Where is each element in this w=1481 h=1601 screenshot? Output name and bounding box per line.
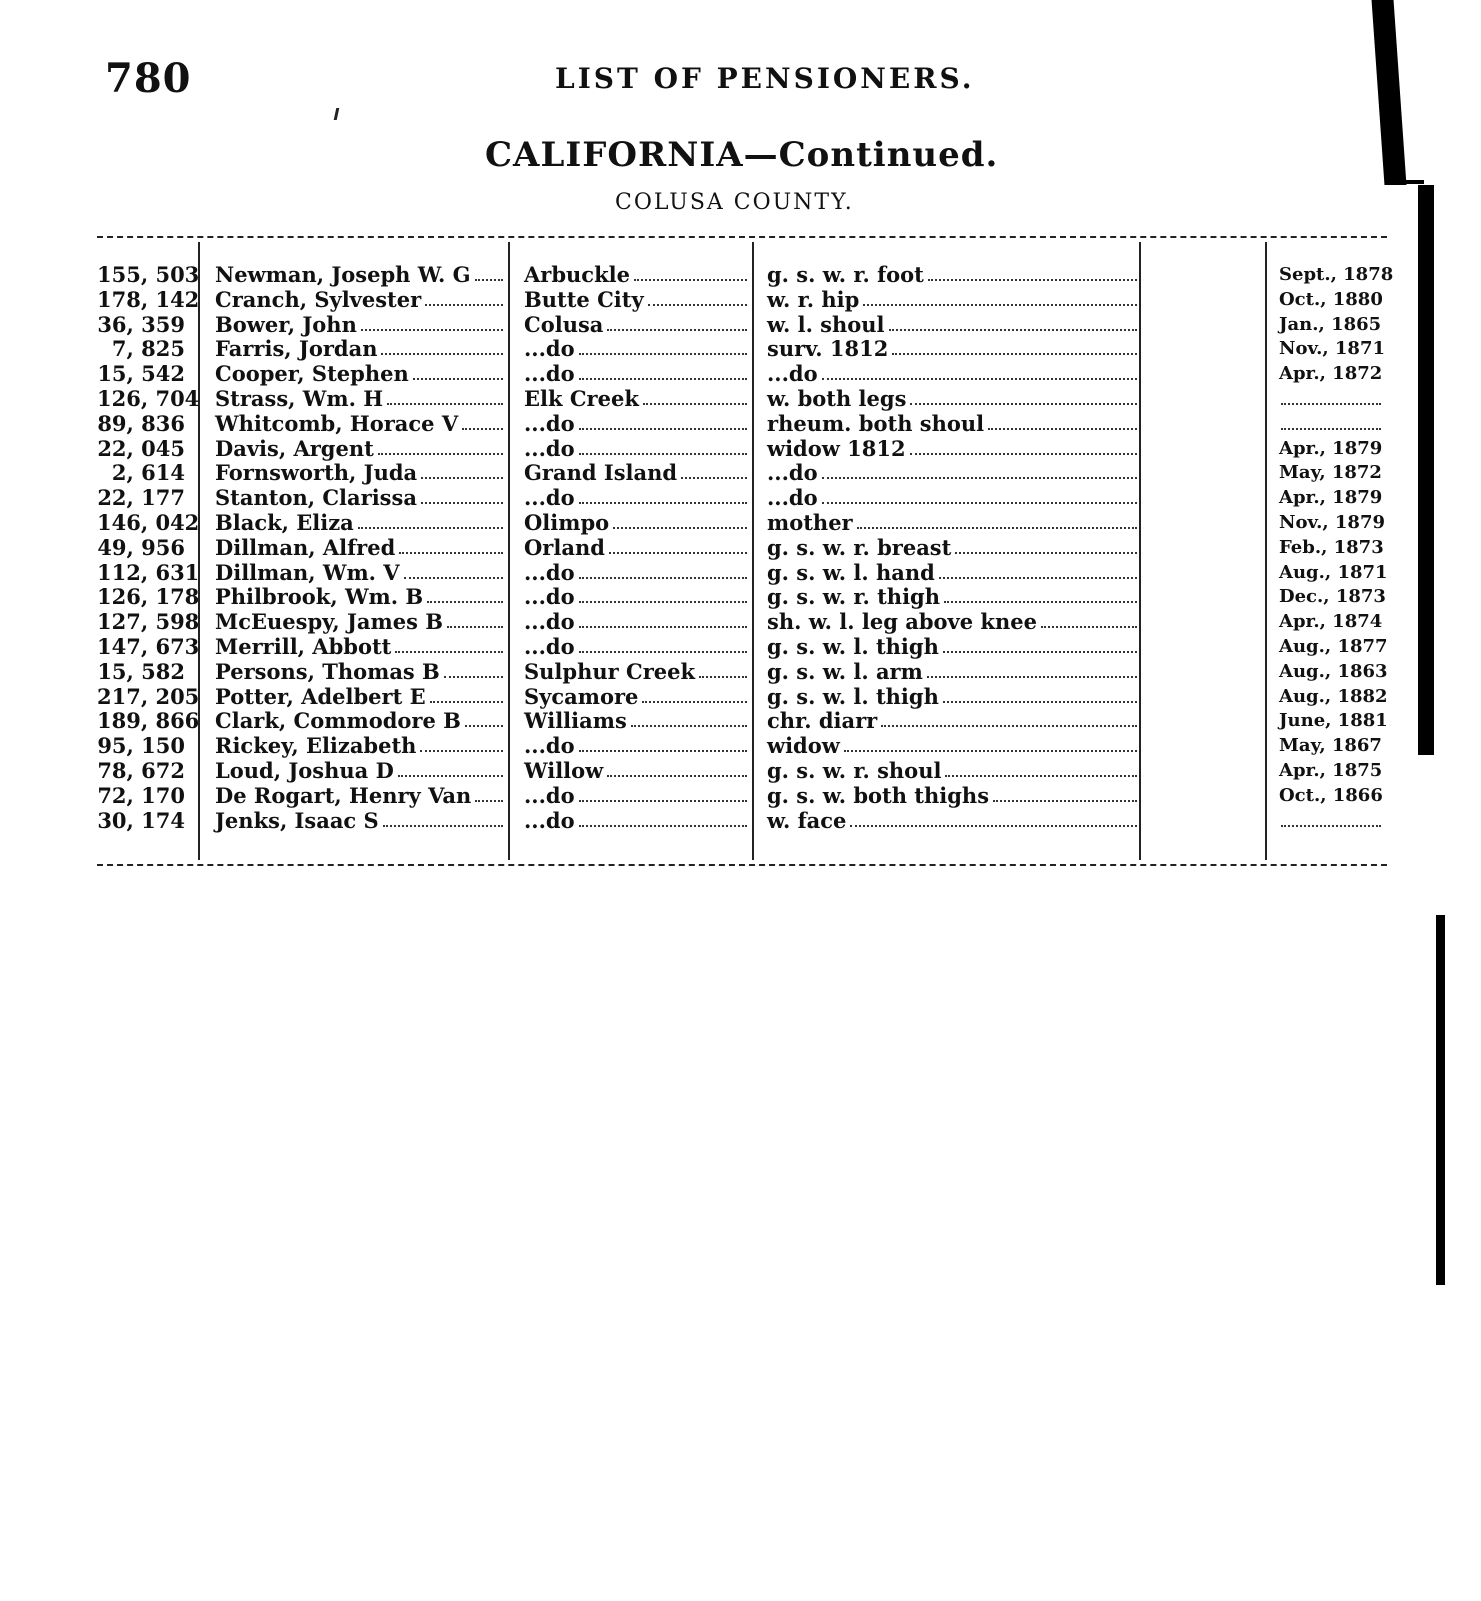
certificate-number: 178, 142 (97, 286, 200, 312)
dot-leader (607, 758, 747, 777)
original-allowance-date: May, 1872 (1279, 462, 1382, 484)
dot-leader (475, 262, 503, 281)
dot-leader (927, 659, 1137, 678)
original-allowance-date: Apr., 1872 (1279, 363, 1383, 385)
post-office (524, 312, 749, 337)
original-allowance-date: Feb., 1873 (1279, 536, 1384, 558)
post-office-text: Sycamore (524, 683, 639, 709)
certificate-number: 78, 672 (97, 758, 185, 783)
pension-cause (767, 634, 1139, 659)
pension-cause-text: w. face (767, 807, 847, 833)
scan-edge-shadow (1418, 185, 1434, 755)
state-heading: CALIFORNIA—Continued. (485, 135, 999, 175)
original-allowance-date: Jan., 1865 (1279, 313, 1382, 335)
pensioner-name (215, 510, 505, 535)
dot-leader (850, 808, 1137, 827)
post-office (524, 262, 749, 287)
dot-leader (421, 460, 503, 479)
dot-leader (634, 262, 747, 281)
dot-leader (579, 361, 747, 380)
table-row (97, 733, 1387, 758)
running-title: LIST OF PENSIONERS. (555, 62, 975, 95)
dot-leader (383, 808, 503, 827)
dot-leader (1041, 609, 1137, 628)
post-office (524, 287, 749, 312)
pension-cause-text: g. s. w. l. arm (767, 658, 923, 684)
post-office (524, 411, 749, 436)
table-row (97, 510, 1387, 535)
pension-cause-text: w. r. hip (767, 286, 860, 312)
pension-cause-text: g. s. w. r. shoul (767, 758, 942, 783)
pension-cause-text: g. s. w. both thighs (767, 782, 990, 808)
dot-leader (427, 584, 503, 603)
certificate-number: 127, 598 (97, 609, 200, 635)
pensioner-name (215, 485, 505, 510)
dot-leader (579, 584, 747, 603)
pension-cause-text: mother (767, 510, 853, 535)
table-row (97, 262, 1394, 287)
certificate-number: 7, 825 (111, 336, 185, 362)
original-allowance-date: Apr., 1875 (1279, 760, 1383, 781)
pensioner-name-text: Cranch, Sylvester (215, 286, 422, 312)
post-office-text: ...do (524, 336, 575, 362)
dot-leader (361, 312, 503, 331)
pensioner-name-text: McEuespy, James B (215, 609, 443, 635)
table-top-rule (97, 236, 1387, 238)
certificate-number: 155, 503 (97, 262, 200, 287)
page-number: 780 (105, 55, 192, 102)
pensioner-name (215, 808, 505, 833)
post-office-text: ...do (524, 559, 575, 585)
certificate-number: 15, 582 (97, 658, 185, 684)
pension-cause (767, 535, 1139, 560)
table-row (97, 460, 1387, 485)
pensioner-name-text: Rickey, Elizabeth (215, 733, 417, 759)
pensioner-name-text: Dillman, Wm. V (215, 559, 400, 585)
dot-leader (910, 436, 1137, 455)
post-office-text: ...do (524, 782, 575, 808)
post-office (524, 609, 749, 634)
certificate-number: 22, 045 (97, 435, 185, 461)
original-allowance-date: Aug., 1871 (1279, 561, 1388, 583)
certificate-number: 72, 170 (97, 782, 185, 808)
pensioner-name (215, 535, 505, 560)
pension-cause (767, 609, 1139, 634)
post-office (524, 460, 749, 485)
post-office (524, 535, 749, 560)
pension-cause (767, 262, 1139, 287)
dot-leader (643, 386, 747, 405)
table-row (97, 560, 1387, 585)
table-row (97, 312, 1387, 337)
original-allowance-date: Nov., 1879 (1279, 512, 1386, 533)
dot-leader (421, 485, 503, 504)
dot-leader (462, 411, 503, 430)
certificate-number: 49, 956 (97, 534, 185, 560)
dot-leader (579, 733, 747, 752)
scan-edge-shadow (1372, 0, 1407, 185)
pensioner-name-text: Davis, Argent (215, 435, 374, 461)
pension-cause (767, 485, 1139, 510)
table-row (97, 584, 1387, 609)
original-allowance-date: Aug., 1882 (1279, 685, 1388, 707)
pension-cause-text: ...do (767, 460, 818, 486)
post-office (524, 436, 749, 461)
scan-edge-shadow (1436, 915, 1445, 1285)
pension-cause-text: g. s. w. r. breast (767, 534, 952, 560)
dot-leader (395, 634, 503, 653)
pension-cause (767, 312, 1139, 337)
pension-cause (767, 783, 1139, 808)
post-office-text: ...do (524, 807, 575, 833)
table-row (97, 436, 1387, 461)
post-office (524, 659, 749, 684)
pensioner-name (215, 733, 505, 758)
certificate-number: 15, 542 (97, 361, 185, 387)
dot-leader (579, 436, 747, 455)
pensioner-name (215, 336, 505, 361)
pension-cause-text: widow 1812 (767, 435, 906, 461)
post-office (524, 336, 749, 361)
pensioner-name (215, 262, 505, 287)
pension-cause-text: chr. diarr (767, 708, 878, 734)
pension-cause (767, 361, 1139, 386)
pension-cause (767, 460, 1139, 485)
post-office (524, 733, 749, 758)
table-row (97, 485, 1387, 510)
dot-leader (699, 659, 747, 678)
certificate-number: 126, 704 (97, 386, 200, 411)
table-row (97, 609, 1387, 634)
dot-leader (381, 336, 503, 355)
dot-leader (579, 560, 747, 579)
pensioner-name-text: Bower, John (215, 311, 357, 337)
post-office-text: ...do (524, 361, 575, 387)
table-row (97, 758, 1387, 783)
pensioner-name-text: Farris, Jordan (215, 336, 378, 362)
dot-leader (420, 733, 503, 752)
pension-cause (767, 659, 1139, 684)
certificate-number: 146, 042 (97, 510, 200, 535)
post-office (524, 560, 749, 585)
certificate-number: 95, 150 (97, 733, 185, 759)
pensioner-name-text: De Rogart, Henry Van (215, 782, 472, 808)
post-office-text: Butte City (524, 286, 644, 312)
dot-leader (863, 287, 1137, 306)
dot-leader (398, 758, 503, 777)
post-office (524, 361, 749, 386)
post-office-text: ...do (524, 410, 575, 436)
dot-leader (631, 708, 747, 727)
pensioner-name-text: Fornsworth, Juda (215, 460, 418, 486)
pension-cause (767, 386, 1139, 411)
original-allowance-date: Apr., 1879 (1279, 487, 1383, 509)
pension-cause (767, 336, 1139, 361)
original-allowance-date: Sept., 1878 (1279, 264, 1394, 285)
pension-cause (767, 808, 1139, 833)
table-row (97, 411, 1387, 436)
certificate-number: 112, 631 (97, 559, 200, 585)
original-allowance-date: Aug., 1863 (1279, 660, 1388, 682)
post-office-text: Arbuckle (524, 262, 630, 287)
post-office (524, 584, 749, 609)
pensioner-name (215, 783, 505, 808)
pensioner-name-text: Strass, Wm. H (215, 386, 384, 411)
dot-leader (822, 485, 1137, 504)
dot-leader (387, 386, 503, 405)
original-allowance-date: Oct., 1866 (1279, 784, 1383, 806)
dot-leader (430, 684, 503, 703)
certificate-number: 36, 359 (97, 311, 185, 337)
original-allowance-date: Aug., 1877 (1279, 636, 1388, 657)
post-office-text: ...do (524, 634, 575, 659)
pension-cause-text: surv. 1812 (767, 336, 889, 362)
pensioner-name-text: Stanton, Clarissa (215, 485, 417, 511)
pensioner-name (215, 436, 505, 461)
pensioner-name-text: Cooper, Stephen (215, 361, 409, 387)
table-bottom-rule (97, 864, 1387, 866)
pension-cause (767, 758, 1139, 783)
table-row (97, 708, 1387, 733)
pensioner-name (215, 312, 505, 337)
post-office-text: Willow (524, 758, 604, 783)
dot-leader (609, 535, 747, 554)
dot-leader (579, 485, 747, 504)
pension-cause-text: ...do (767, 361, 818, 387)
dot-leader (988, 411, 1137, 430)
pension-cause (767, 287, 1139, 312)
dot-leader (955, 535, 1137, 554)
original-allowance-date: May, 1867 (1279, 735, 1382, 757)
dot-leader (425, 287, 503, 306)
pensioner-name-text: Loud, Joshua D (215, 758, 394, 783)
post-office-text: Olimpo (524, 510, 610, 535)
post-office-text: ...do (524, 584, 575, 610)
post-office (524, 634, 749, 659)
dot-leader (579, 808, 747, 827)
pension-cause (767, 560, 1139, 585)
original-allowance-date: Apr., 1874 (1279, 611, 1383, 633)
pensioner-name-text: Dillman, Alfred (215, 534, 396, 560)
original-allowance-date: Dec., 1873 (1279, 586, 1386, 608)
table-row (97, 659, 1387, 684)
pension-cause (767, 708, 1139, 733)
original-allowance-date (1281, 386, 1381, 405)
pensioner-name-text: Black, Eliza (215, 510, 354, 535)
dot-leader (943, 634, 1137, 653)
certificate-number: 147, 673 (97, 634, 200, 659)
table-row (97, 783, 1387, 808)
pensioner-name (215, 634, 505, 659)
certificate-number: 89, 836 (97, 410, 185, 436)
pensioner-name-text: Newman, Joseph W. G (215, 262, 471, 287)
pensioner-name (215, 460, 505, 485)
post-office-text: ...do (524, 435, 575, 461)
post-office-text: Grand Island (524, 460, 678, 486)
certificate-number: 22, 177 (97, 485, 185, 511)
original-allowance-date (1281, 808, 1381, 827)
pension-cause (767, 733, 1139, 758)
table-row (97, 808, 1387, 833)
pension-cause-text: g. s. w. l. hand (767, 559, 935, 585)
dot-leader (413, 361, 503, 380)
table-row (97, 386, 1387, 411)
post-office (524, 808, 749, 833)
certificate-number: 217, 205 (97, 683, 200, 709)
table-row (97, 684, 1387, 709)
pensioner-name-text: Potter, Adelbert E (215, 683, 426, 709)
post-office (524, 386, 749, 411)
dot-leader (943, 684, 1137, 703)
pensioner-name (215, 584, 505, 609)
post-office-text: ...do (524, 733, 575, 759)
dot-leader (681, 460, 747, 479)
dot-leader (993, 783, 1137, 802)
pensioner-name (215, 708, 505, 733)
pensioner-name (215, 659, 505, 684)
pensioner-name (215, 287, 505, 312)
table-row (97, 634, 1387, 659)
dot-leader (928, 262, 1137, 281)
dot-leader (889, 312, 1137, 331)
post-office-text: ...do (524, 609, 575, 635)
post-office (524, 758, 749, 783)
dot-leader (892, 336, 1137, 355)
dot-leader (944, 584, 1137, 603)
dot-leader (822, 460, 1137, 479)
dot-leader (857, 510, 1137, 529)
pensioner-name (215, 411, 505, 436)
dot-leader (447, 609, 503, 628)
pension-cause (767, 584, 1139, 609)
dot-leader (822, 361, 1137, 380)
dot-leader (844, 733, 1137, 752)
post-office-text: Colusa (524, 311, 604, 337)
post-office (524, 684, 749, 709)
pensioner-name (215, 560, 505, 585)
pensioner-name (215, 361, 505, 386)
pension-cause-text: sh. w. l. leg above knee (767, 609, 1037, 635)
certificate-number: 189, 866 (97, 708, 200, 734)
pensioner-name (215, 758, 505, 783)
dot-leader (465, 708, 503, 727)
dot-leader (939, 560, 1137, 579)
dot-leader (613, 510, 747, 529)
pensioner-name-text: Whitcomb, Horace V (215, 410, 459, 436)
dot-leader (881, 708, 1137, 727)
pensioner-name-text: Clark, Commodore B (215, 708, 461, 734)
pension-cause-text: w. l. shoul (767, 311, 885, 337)
dot-leader (945, 758, 1137, 777)
post-office-text: Elk Creek (524, 386, 639, 411)
post-office (524, 510, 749, 535)
county-heading: COLUSA COUNTY. (615, 190, 854, 215)
pension-cause-text: g. s. w. r. thigh (767, 584, 940, 610)
pensioner-name-text: Jenks, Isaac S (215, 807, 379, 833)
pension-cause (767, 436, 1139, 461)
post-office-text: ...do (524, 485, 575, 511)
post-office (524, 485, 749, 510)
dot-leader (579, 411, 747, 430)
dot-leader (579, 609, 747, 628)
dot-leader (404, 560, 503, 579)
original-allowance-date: Apr., 1879 (1279, 437, 1383, 459)
pension-cause-text: rheum. both shoul (767, 410, 985, 436)
pensioner-name-text: Persons, Thomas B (215, 658, 440, 684)
dot-leader (910, 386, 1137, 405)
dot-leader (579, 634, 747, 653)
dot-leader (607, 312, 747, 331)
scan-edge-shadow (1398, 180, 1424, 184)
pensioner-name (215, 609, 505, 634)
pensioner-name-text: Philbrook, Wm. B (215, 584, 424, 610)
certificate-number: 126, 178 (97, 584, 200, 610)
dot-leader (579, 336, 747, 355)
print-mark (334, 108, 340, 120)
table-row (97, 287, 1387, 312)
pensioner-name-text: Merrill, Abbott (215, 634, 392, 659)
pension-cause (767, 411, 1139, 436)
dot-leader (399, 535, 503, 554)
pensioner-table (97, 232, 1394, 868)
pension-cause-text: g. s. w. l. thigh (767, 634, 939, 659)
pensioner-name (215, 386, 505, 411)
dot-leader (579, 783, 747, 802)
pensioner-name (215, 684, 505, 709)
certificate-number: 30, 174 (97, 807, 185, 833)
post-office-text: Orland (524, 534, 605, 560)
pension-cause-text: widow (767, 733, 840, 759)
original-allowance-date: Oct., 1880 (1279, 288, 1383, 310)
dot-leader (642, 684, 747, 703)
original-allowance-date (1281, 411, 1381, 430)
pension-cause-text: g. s. w. l. thigh (767, 683, 939, 709)
table-row (97, 535, 1387, 560)
post-office (524, 708, 749, 733)
dot-leader (475, 783, 503, 802)
post-office-text: Sulphur Creek (524, 658, 696, 684)
table-row (97, 361, 1387, 386)
dot-leader (648, 287, 747, 306)
post-office-text: Williams (524, 708, 627, 734)
original-allowance-date: June, 1881 (1279, 710, 1388, 732)
dot-leader (358, 510, 503, 529)
pension-cause (767, 510, 1139, 535)
pension-cause-text: ...do (767, 485, 818, 511)
table-row (97, 336, 1387, 361)
pension-cause (767, 684, 1139, 709)
pension-cause-text: w. both legs (767, 386, 907, 411)
post-office (524, 783, 749, 808)
original-allowance-date: Nov., 1871 (1279, 338, 1386, 360)
dot-leader (378, 436, 503, 455)
pension-cause-text: g. s. w. r. foot (767, 262, 924, 287)
dot-leader (444, 659, 503, 678)
certificate-number: 2, 614 (111, 460, 185, 486)
